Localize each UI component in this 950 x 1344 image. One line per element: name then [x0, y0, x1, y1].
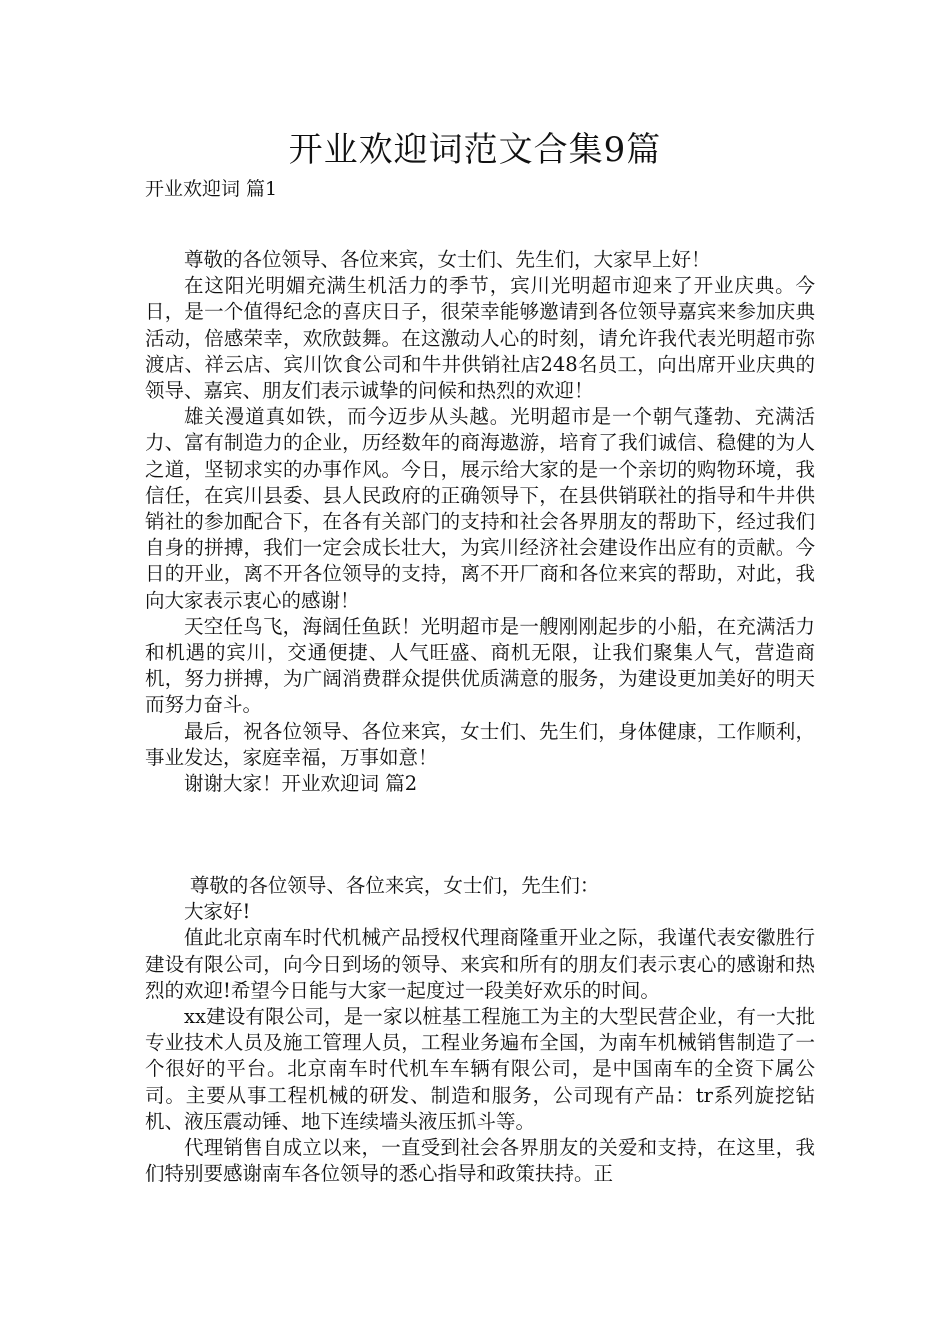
paragraph: 雄关漫道真如铁，而今迈步从头越。光明超市是一个朝气蓬勃、充满活力、富有制造力的企业，历经数年的商海遨游，培育了我们诚信、稳健的为人之道，坚韧求实的办事作风。今日，展示给大家的是一个亲切的购物环境，我信任，在宾川县委、县人民政府的正确领导下，在县供销联社的指导和牛井供销社的参加配合下，在各有关部门的支持和社会各界朋友的帮助下，经过我们自身的拼搏，我们一定会成长壮大，为宾川经济社会建设作出应有的贡献。今日的开业，离不开各位领导的支持，离不开厂商和各位来宾的帮助，对此，我向大家表示衷心的感谢！	[145, 405, 815, 612]
paragraph: 谢谢大家！开业欢迎词 篇2	[184, 772, 418, 796]
section-1-body	[145, 247, 815, 797]
paragraph: 代理销售自成立以来，一直受到社会各界朋友的关爱和支持，在这里，我们特别要感谢南车各位领导的悉心指导和政策扶持。正	[145, 1136, 815, 1186]
document-title: 开业欢迎词范文合集9篇	[288, 130, 662, 170]
paragraph: 尊敬的各位领导、各位来宾，女士们，先生们：	[189, 874, 600, 897]
section-heading-1: 开业欢迎词 篇1	[145, 178, 278, 200]
section-2-body	[145, 873, 815, 1187]
paragraph: 最后，祝各位领导、各位来宾，女士们、先生们，身体健康，工作顺利，事业发达，家庭幸福，万事如意！	[145, 719, 815, 769]
paragraph: 尊敬的各位领导、各位来宾，女士们、先生们，大家早上好！	[184, 248, 711, 271]
paragraph: 值此北京南车时代机械产品授权代理商隆重开业之际，我谨代表安徽胜行建设有限公司，向今日到场的领导、来宾和所有的朋友们表示衷心的感谢和热烈的欢迎!希望今日能与大家一起度过一段美好欢乐的时间。	[145, 926, 815, 1002]
paragraph: xx建设有限公司，是一家以桩基工程施工为主的大型民营企业，有一大批专业技术人员及施工管理人员，工程业务遍布全国，为南车机械销售制造了一个很好的平台。北京南车时代机车车辆有限公司，是中国南车的全资下属公司。主要从事工程机械的研发、制造和服务，公司现有产品：tr系列旋挖钻机、液压震动锤、地下连续墙头液压抓斗等。	[145, 1005, 815, 1133]
paragraph: 在这阳光明媚充满生机活力的季节，宾川光明超市迎来了开业庆典。今日，是一个值得纪念的喜庆日子，很荣幸能够邀请到各位领导嘉宾来参加庆典活动，倍感荣幸，欢欣鼓舞。在这激动人心的时刻，请允许我代表光明超市弥渡店、祥云店、宾川饮食公司和牛井供销社店248名员工，向出席开业庆典的领导、嘉宾、朋友们表示诚挚的问候和热烈的欢迎！	[145, 274, 815, 403]
paragraph: 大家好!	[184, 900, 251, 924]
paragraph: 天空任鸟飞，海阔任鱼跃！光明超市是一艘刚刚起步的小船，在充满活力和机遇的宾川，交通便捷、人气旺盛、商机无限，让我们聚集人气，营造商机，努力拼搏，为广阔消费群众提供优质满意的服务，为建设更加美好的明天而努力奋斗。	[145, 614, 815, 717]
